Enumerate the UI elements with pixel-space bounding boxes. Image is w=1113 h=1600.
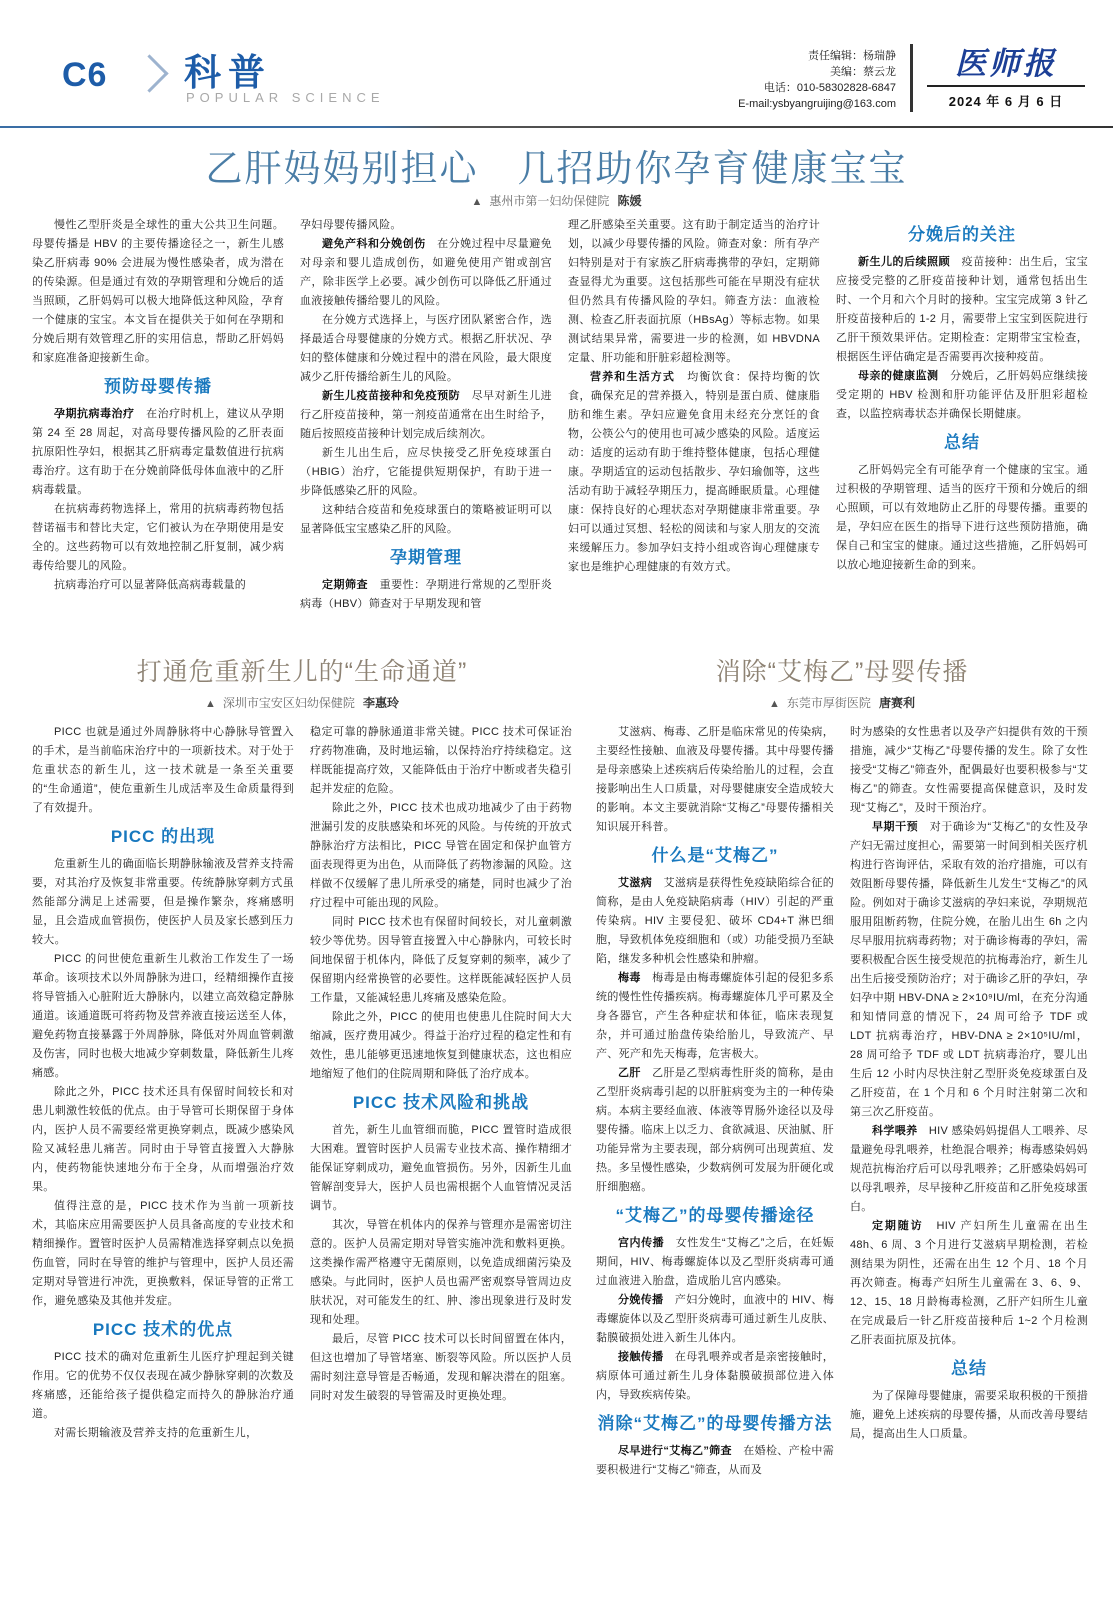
paragraph: 新生儿的后续照顾 疫苗接种：出生后，宝宝应接受完整的乙肝疫苗接种计划，通常包括出生时、一个月和六个月时的接种。宝宝完成第 3 针乙肝疫苗接种后的 1-2 月，需要带上宝宝到医院进行乙肝干预效果评估。定期检查：定期带宝宝检查，根据医生评估确定是否需要再次接种疫苗。 (836, 256, 1088, 363)
paragraph: 除此之外，PICC 技术也成功地减少了由于药物泄漏引发的皮肤感染和坏死的风险。与传统的开放式静脉治疗方法相比，PICC 导管在固定和保护血管方面表现得更为出色，从而降低了药物渗漏的风险。这样做不仅缓解了患儿所承受的痛楚，同时也减少了治疗过程中可能出现的风险。 (310, 802, 572, 909)
byline-author: 唐赛利 (878, 696, 915, 710)
byline-institution: 惠州市第一妇幼保健院 (489, 194, 610, 208)
byline-institution: 东莞市厚街医院 (786, 696, 871, 710)
paragraph: 首先，新生儿血管细而脆，PICC 置管时造成很大困难。置管时医护人员需专业技术高、操作精细才能保证穿刺成功，避免血管损伤。另外，因新生儿血管解剖变异大，医护人员也需根据个人血管情况灵活调节。 (310, 1124, 572, 1212)
paragraph: PICC 的问世使危重新生儿救治工作发生了一场革命。该项技术以外周静脉为进口，经精细操作直接将导管插入心脏附近大静脉内，以建立高效稳定静脉通道。该通道既可将药物及营养液直接运送至人体，避免药物直接暴露于外周静脉，降低对外周血管刺激及伤害，同时也极大地减少穿刺数量，降低新生儿疼痛感。 (32, 953, 294, 1079)
run-in-subhead: 早期干预 (872, 821, 930, 833)
picc-article-byline (32, 694, 572, 711)
section-heading: 分娩后的关注 (908, 225, 1016, 244)
paragraph: 这种结合疫苗和免疫球蛋白的策略被证明可以显著降低宝宝感染乙肝的风险。 (300, 504, 552, 535)
paragraph: 尽早进行“艾梅乙”筛查 在婚检、产检中需要积极进行“艾梅乙”筛查，从而及 (596, 1445, 834, 1476)
picc-article (32, 652, 572, 1595)
run-in-subhead: 接触传播 (618, 1351, 675, 1363)
section-heading: PICC 技术风险和挑战 (352, 1093, 530, 1112)
picc-article-title: 打通危重新生儿的“生命通道” (136, 658, 468, 686)
paragraph: 为了保障母婴健康，需要采取积极的干预措施，避免上述疾病的母婴传播，从而改善母婴结局，提高出生人口质量。 (850, 1390, 1088, 1440)
run-in-subhead: 艾滋病 (618, 877, 664, 889)
main-column-3 (568, 216, 820, 656)
run-in-subhead: 分娩传播 (618, 1294, 675, 1306)
aimeiyi-column-1 (596, 723, 834, 1595)
section-heading: PICC 技术的优点 (92, 1320, 234, 1339)
paragraph: 在抗病毒药物选择上，常用的抗病毒药物包括替诺福韦和替比夫定，它们被认为在孕期使用是安全的。这些药物可以有效地控制乙肝复制，减少病毒传给婴儿的风险。 (32, 503, 284, 572)
main-article-title: 乙肝妈妈别担心 几招助你孕育健康宝宝 (205, 148, 908, 189)
paper-date: 2024 年 6 月 6 日 (927, 85, 1085, 110)
run-in-subhead: 乙肝 (618, 1067, 653, 1079)
section-heading: 孕期管理 (390, 548, 462, 567)
paragraph: 同时 PICC 技术也有保留时间较长，对儿童刺激较少等优势。因导管直接置入中心静脉内，可较长时间地保留于机体内，降低了反复穿刺的频率，减少了保留期内经常换管的必要性。这样既能减轻医护人员工作量，又能减轻患儿疼痛及感染危险。 (310, 916, 572, 1004)
paragraph: 理乙肝感染至关重要。这有助于制定适当的治疗计划，以减少母婴传播的风险。筛查对象：所有孕产妇特别是对于有家族乙肝病毒携带的孕妇，定期筛查显得尤为重要。这包括那些可能在早期没有症状但仍然具有传播风险的孕妇。筛查方法：血液检测、检查乙肝表面抗原（HBsAg）等标志物。如果测试结果异常，需要进一步的检测，如 HBVDNA 定量、肝功能和肝脏彩超检测等。 (568, 219, 820, 364)
masthead-art-editor: 美编：蔡云龙 (830, 66, 896, 78)
run-in-subhead: 新生儿的后续照顾 (858, 256, 962, 268)
paragraph: 科学喂养 HIV 感染妈妈提倡人工喂养、尽量避免母乳喂养，杜绝混合喂养；梅毒感染妈妈规范抗梅治疗后可以母乳喂养；乙肝感染妈妈可以母乳喂养，尽早接种乙肝疫苗和乙肝免疫球蛋白。 (850, 1125, 1088, 1213)
paper-block (927, 44, 1085, 112)
byline-triangle-icon: ▲ (769, 698, 780, 710)
header-rule (0, 126, 1113, 128)
run-in-subhead: 尽早进行“艾梅乙”筛查 (618, 1445, 744, 1457)
paragraph: 最后，尽管 PICC 技术可以长时间留置在体内，但这也增加了导管堵塞、断裂等风险。所以医护人员需时刻注意导管是否畅通，发现和解决潜在的阻塞。同时对发生破裂的导管需及时更换处理。 (310, 1333, 572, 1402)
section-heading: 预防母婴传播 (104, 377, 212, 396)
picc-article-columns (32, 723, 572, 1595)
paragraph: 抗病毒治疗可以显著降低高病毒载量的 (54, 579, 247, 591)
section-title-cn: 科普 (184, 52, 272, 93)
section-heading: 消除“艾梅乙”的母婴传播方法 (597, 1414, 833, 1433)
byline-author: 李惠玲 (362, 696, 399, 710)
paragraph: 早期干预 对于确诊为“艾梅乙”的女性及孕产妇无需过度担心，需要第一时间到相关医疗机构进行咨询评估，采取有效的治疗措施，可以有效阻断母婴传播，降低新生儿发生“艾梅乙”的风险。例如对于确诊艾滋病的孕妇来说，孕期规范服用阻断药物，住院分娩，在胎儿出生 6h 之内尽早服用抗病毒药物；对于确诊梅毒的孕妇，需要积极配合医生接受规范的抗梅毒治疗，新生儿出生后接受预防治疗；对于确诊乙肝的孕妇，孕妇孕中期 HBV-DNA ≥ 2×10⁹IU/ml，在充分沟通和知情同意的情况下，24 周可给予 TDF 或 LDT 抗病毒治疗，HBV-DNA ≥ 2×10⁵IU/ml，28 周可给予 TDF 或 LDT 抗病毒治疗，婴儿出生后 12 小时内尽快注射乙型肝炎免疫球蛋白及乙肝疫苗，在 1 个月和 6 个月时注射第二次和第三次乙肝疫苗。 (850, 821, 1088, 1118)
aimeiyi-article-columns (596, 723, 1088, 1595)
run-in-subhead: 营养和生活方式 (590, 371, 688, 383)
paragraph: 母亲的健康监测 分娩后，乙肝妈妈应继续接受定期的 HBV 检测和肝功能评估及肝胆彩超检查，以监控病毒状态并确保长期健康。 (836, 370, 1088, 420)
run-in-subhead: 避免产科和分娩创伤 (322, 238, 438, 250)
section-heading: 总结 (951, 1359, 987, 1378)
masthead (738, 44, 1085, 112)
masthead-email: E-mail:ysbyangruijing@163.com (738, 98, 896, 110)
aimeiyi-article-title: 消除“艾梅乙”母婴传播 (715, 658, 969, 686)
byline-triangle-icon: ▲ (205, 698, 216, 710)
paragraph: 新生儿疫苗接种和免疫预防 尽早对新生儿进行乙肝疫苗接种，第一剂疫苗通常在出生时给予，随后按照疫苗接种计划完成后续剂次。 (300, 390, 552, 440)
paragraph: PICC 也就是通过外周静脉将中心静脉导管置入的手术，是当前临床治疗中的一项新技术。对于处于危重状态的新生儿，这一技术就是一条至关重要的“生命通道”，使危重新生儿成活率及生命质量得到了有效提升。 (32, 726, 294, 814)
paragraph: 值得注意的是，PICC 技术作为当前一项新技术，其临床应用需要医护人员具备高度的专业技术和精细操作。置管时医护人员需精准选择穿刺点以免损伤血管，同时在导管的维护与管理中，医护人员还需定期对导管进行冲洗，更换敷料，保证导管的正常工作，避免感染及其他并发症。 (32, 1200, 294, 1307)
masthead-phone: 电话：010-58302828-6847 (763, 82, 896, 94)
paragraph: 避免产科和分娩创伤 在分娩过程中尽量避免对母亲和婴儿造成创伤，如避免使用产钳或剖宫产，除非医学上必要。减少创伤可以降低乙肝通过血液接触传播给婴儿的风险。 (300, 238, 552, 307)
masthead-editor: 责任编辑：杨瑞静 (808, 50, 896, 62)
section-heading: 总结 (944, 433, 980, 452)
run-in-subhead: 母亲的健康监测 (858, 370, 951, 382)
run-in-subhead: 孕期抗病毒治疗 (54, 408, 147, 420)
main-article-columns (32, 216, 1088, 656)
paragraph: 稳定可靠的静脉通道非常关键。PICC 技术可保证治疗药物准确，及时地运输，以保持治疗持续稳定。这样既能提高疗效，又能降低由于治疗中断或者失稳引起并发症的危险。 (310, 726, 572, 795)
run-in-subhead: 梅毒 (618, 972, 653, 984)
paragraph: 孕妇母婴传播风险。 (300, 219, 402, 231)
paragraph: PICC 技术的确对危重新生儿医疗护理起到关键作用。它的优势不仅仅表现在减少静脉穿刺的次数及疼痛感，还能给孩子提供稳定而持久的静脉治疗通道。 (32, 1351, 294, 1420)
picc-column-1 (32, 723, 294, 1595)
main-column-1 (32, 216, 284, 656)
masthead-info (738, 44, 896, 112)
run-in-subhead: 定期筛查 (322, 579, 380, 591)
paragraph: 定期随访 HIV 产妇所生儿童需在出生 48h、6 周、3 个月进行艾滋病早期检测，若检测结果为阴性，还需在出生 12 个月、18 个月再次筛查。梅毒产妇所生儿童需在 3、6、9、12、15、18 月龄梅毒检测，乙肝产妇所生儿童在完成最后一针乙肝疫苗接种后 1~2 个月检测乙肝表面抗原及抗体。 (850, 1220, 1088, 1346)
paragraph: 新生儿出生后，应尽快接受乙肝免疫球蛋白（HBIG）治疗，它能提供短期保护，有助于进一步降低感染乙肝的风险。 (300, 447, 552, 497)
aimeiyi-article-byline (596, 694, 1088, 711)
byline-triangle-icon: ▲ (471, 196, 483, 208)
run-in-subhead: 新生儿疫苗接种和免疫预防 (322, 390, 472, 402)
section-heading: 什么是“艾梅乙” (651, 846, 779, 865)
page-header (62, 42, 1085, 124)
picc-column-2 (310, 723, 572, 1595)
chevron-right-icon (130, 54, 168, 92)
main-article-byline (0, 192, 1113, 209)
paragraph: 除此之外，PICC 技术还具有保留时间较长和对患儿刺激性较低的优点。由于导管可长期保留于身体内，医护人员不需要经常更换穿刺点，既减少感染风险又减轻患儿痛苦。同时由于导管直接置入大静脉内，使药物能快速地分布于全身，从而增强治疗效果。 (32, 1086, 294, 1193)
paper-logo: 医师报 (955, 46, 1057, 81)
paragraph: 时为感染的女性患者以及孕产妇提供有效的干预措施，减少“艾梅乙”母婴传播的发生。除了女性接受“艾梅乙”筛查外，配偶最好也要积极参与“艾梅乙”的筛查。女性需要提高保健意识，及时发现“艾梅乙”，及时干预治疗。 (850, 726, 1088, 814)
page-number: C6 (62, 56, 108, 94)
byline-author: 陈媛 (617, 194, 642, 208)
paragraph: 对需长期输液及营养支持的危重新生儿， (54, 1427, 258, 1439)
paragraph: 危重新生儿的确面临长期静脉输液及营养支持需要，对其治疗及恢复非常重要。传统静脉穿刺方式虽然能部分满足上述需要，但是操作繁杂，疼痛感明显，且会造成血管损伤，使医护人员及家长感到压力较大。 (32, 858, 294, 946)
run-in-subhead: 科学喂养 (872, 1125, 929, 1137)
paragraph: 在分娩方式选择上，与医疗团队紧密合作，选择最适合母婴健康的分娩方式。根据乙肝状况、孕妇的整体健康和分娩过程中的潜在风险，最大限度减少乙肝传播给新生儿的风险。 (300, 314, 552, 383)
byline-institution: 深圳市宝安区妇幼保健院 (222, 696, 355, 710)
paragraph: 乙肝妈妈完全有可能孕育一个健康的宝宝。通过积极的孕期管理、适当的医疗干预和分娩后的细心照顾，可以有效地防止乙肝的母婴传播。重要的是，孕妇应在医生的指导下进行这些预防措施，确保自己和宝宝的健康。通过这些措施，乙肝妈妈可以放心地迎接新生命的到来。 (836, 464, 1088, 571)
paragraph: 梅毒 梅毒是由梅毒螺旋体引起的侵犯多系统的慢性性传播疾病。梅毒螺旋体几乎可累及全身各器官，产生各种症状和体征，临床表现复杂，并可通过胎盘传染给胎儿，导致流产、早产、死产和先天梅毒，危害极大。 (596, 972, 834, 1060)
paragraph: 乙肝 乙肝是乙型病毒性肝炎的简称，是由乙型肝炎病毒引起的以肝脏病变为主的一种传染病。本病主要经血液、体液等胃肠外途径以及母婴传播。临床上以乏力、食欲减退、厌油腻、肝功能异常为主要表现，部分病例可出现黄疸、发热。多呈慢性感染，少数病例可发展为肝硬化或肝细胞癌。 (596, 1067, 834, 1193)
aimeiyi-article (596, 652, 1088, 1595)
paragraph: 分娩传播 产妇分娩时，血液中的 HIV、梅毒螺旋体以及乙型肝炎病毒可通过新生儿皮肤、黏膜破损处进入新生儿体内。 (596, 1294, 834, 1344)
run-in-subhead: 定期随访 (872, 1220, 937, 1232)
paragraph: 艾滋病、梅毒、乙肝是临床常见的传染病，主要经性接触、血液及母婴传播。其中母婴传播是母亲感染上述疾病后传染给胎儿的过程，会直接影响出生人口质量，对母婴健康安全造成较大的影响。本文主要就消除“艾梅乙”母婴传播相关知识展开科普。 (596, 726, 834, 833)
main-column-2 (300, 216, 552, 656)
sub-articles-row (32, 652, 1088, 1595)
paragraph: 定期筛查 重要性：孕期进行常规的乙型肝炎病毒（HBV）筛查对于早期发现和管 (300, 579, 552, 610)
paragraph: 慢性乙型肝炎是全球性的重大公共卫生问题。母婴传播是 HBV 的主要传播途径之一，新生儿感染乙肝病毒 90% 会进展为慢性感染者，成为潜在的传染源。但是通过有效的孕期管理和分娩后的适当照顾，乙肝妈妈可以极大地降低这种风险，孕育一个健康的宝宝。本文旨在提供关于如何在孕期和分娩后期有效管理乙肝的实用信息，帮助乙肝妈妈和家庭准备迎接新生命。 (32, 219, 284, 364)
paragraph: 除此之外，PICC 的使用也使患儿住院时间大大缩减，医疗费用减少。得益于治疗过程的稳定性和有效性，患儿能够更迅速地恢复到健康状态，这也相应地缩短了他们的住院周期和降低了治疗成本。 (310, 1011, 572, 1080)
masthead-divider (910, 44, 913, 112)
paragraph: 宫内传播 女性发生“艾梅乙”之后，在妊娠期间，HIV、梅毒螺旋体以及乙型肝炎病毒可通过血液进入胎盘，造成胎儿宫内感染。 (596, 1237, 834, 1287)
paragraph: 营养和生活方式 均衡饮食：保持均衡的饮食，确保充足的营养摄入，特别是蛋白质、健康脂肪和维生素。孕妇应避免食用未经充分烹饪的食物，公筷公勺的使用也可减少感染的风险。适度运动：适度的运动有助于维持整体健康，包括心理健康。孕期适宜的运动包括散步、孕妇瑜伽等，这些活动有助于减轻孕期压力，提高睡眠质量。心理健康：保持良好的心理状态对孕期健康非常重要。孕妇可以通过冥想、轻松的阅读和与家人朋友的交流来缓解压力。参加孕妇支持小组或咨询心理健康专家也是维护心理健康的有效方式。 (568, 371, 820, 573)
aimeiyi-column-2 (850, 723, 1088, 1595)
paragraph: 艾滋病 艾滋病是获得性免疫缺陷综合征的简称，是由人免疫缺陷病毒（HIV）引起的严重传染病。HIV 主要侵犯、破坏 CD4+T 淋巴细胞，导致机体免疫细胞和（或）功能受损乃至缺陷，继发多种机会性感染和肿瘤。 (596, 877, 834, 965)
section-heading: “艾梅乙”的母婴传播途径 (615, 1206, 815, 1225)
section-heading: PICC 的出现 (110, 827, 216, 846)
main-column-4 (836, 216, 1088, 656)
paragraph: 孕期抗病毒治疗 在治疗时机上，建议从孕期第 24 至 28 周起，对高母婴传播风险的乙肝表面抗原阳性孕妇，根据其乙肝病毒定量数值进行抗病毒治疗。这有助于在分娩前降低母体血液中的乙肝病毒载量。 (32, 408, 284, 496)
paragraph: 接触传播 在母乳喂养或者是亲密接触时，病原体可通过新生儿身体黏膜破损部位进入体内，导致疾病传染。 (596, 1351, 834, 1401)
run-in-subhead: 宫内传播 (618, 1237, 676, 1249)
paragraph: 其次，导管在机体内的保养与管理亦是需密切注意的。医护人员需定期对导管实施冲洗和敷料更换。这类操作需严格遵守无菌原则，以免造成细菌污染及感染。与此同时，医护人员也需严密观察导管周边皮肤状况，对可能发生的红、肿、渗出现象进行及时发现和处理。 (310, 1219, 572, 1326)
section-subtitle-en: POPULAR SCIENCE (186, 90, 385, 105)
